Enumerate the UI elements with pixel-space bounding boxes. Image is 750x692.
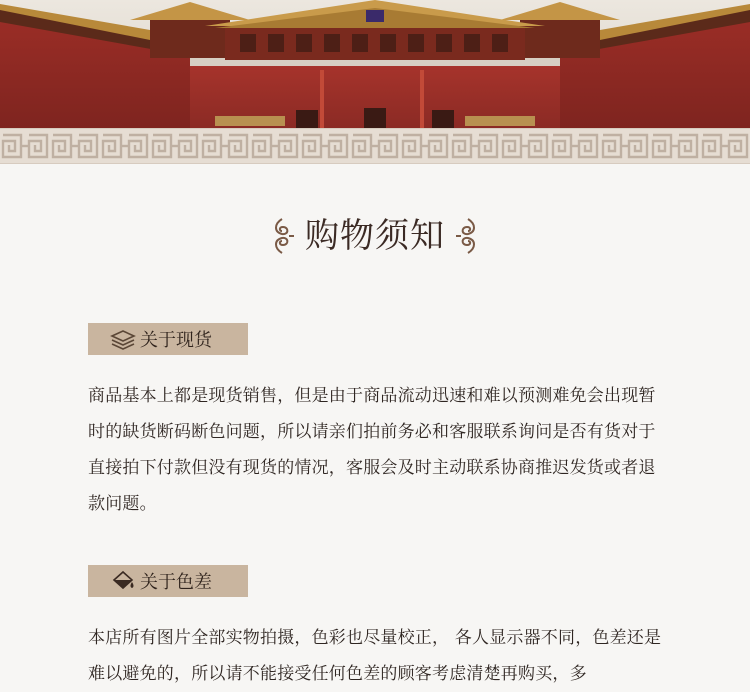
- section-heading-label: 关于现货: [140, 330, 212, 351]
- palace-gate-banner: [0, 0, 750, 130]
- paint-bucket-icon: [110, 570, 136, 592]
- section-heading-label: 关于色差: [140, 572, 212, 593]
- page-title: 购物须知: [305, 216, 445, 256]
- books-stack-icon: [110, 328, 136, 350]
- section-body-stock: 商品基本上都是现货销售，但是由于商品流动迅速和难以预测难免会出现暂时的缺货断码断色问题，所以请亲们拍前务必和客服联系询问是否有货对于直接拍下付款但没有现货的情况，客服会及时主动联系协商推迟发货或者退款问题。: [88, 386, 656, 514]
- section-heading-color: [88, 565, 248, 597]
- section-heading-stock: [88, 323, 248, 355]
- meander-pattern: [0, 129, 750, 163]
- fretwork-border: [0, 128, 750, 164]
- cloud-scroll-left-icon: [269, 216, 295, 256]
- cloud-scroll-right-icon: [455, 216, 481, 256]
- section-body-color: 本店所有图片全部实物拍摄，色彩也尽量校正， 各人显示器不同，色差还是难以避免的，所以请不能接受任何色差的顾客考虑清楚再购买，多: [88, 628, 662, 684]
- page-title-block: [0, 210, 750, 262]
- palace-gate-illustration: [0, 0, 750, 130]
